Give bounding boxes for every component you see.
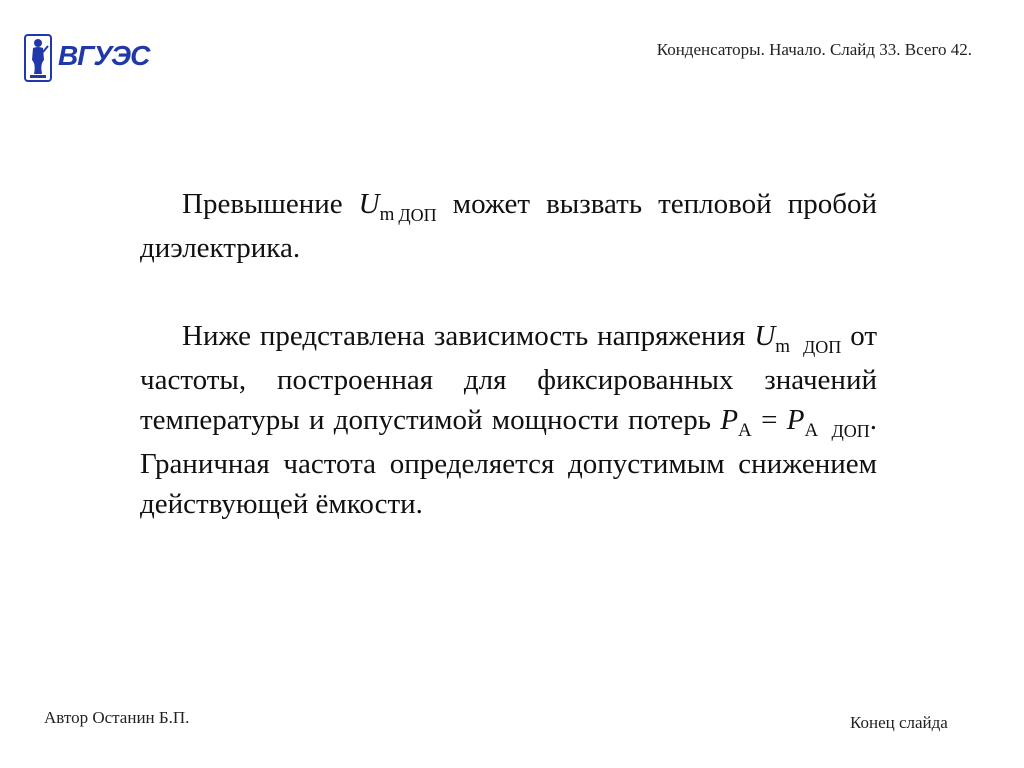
- symbol-p: P: [720, 404, 739, 436]
- end-of-slide-link[interactable]: Конец слайда: [850, 713, 948, 732]
- logo-text: ВГУЭС: [58, 40, 150, 71]
- subscript-a: А: [738, 420, 752, 441]
- text: Превышение: [182, 188, 359, 220]
- symbol-p: P: [786, 404, 805, 436]
- paragraph-thermal-breakdown: [140, 184, 877, 268]
- text: Ниже представлена зависимость напряжения: [182, 320, 755, 352]
- equals-sign: =: [751, 404, 787, 436]
- logo: [24, 34, 150, 84]
- slide-caption: Конденсаторы. Начало. Слайд 33. Всего 42.: [656, 40, 972, 59]
- subscript-dop: ДОП: [803, 337, 842, 357]
- subscript-dop: ДОП: [831, 421, 870, 441]
- text: . Граничная частота определяется допустимым снижением действующей ёмкости.: [140, 404, 878, 520]
- symbol-u: U: [358, 188, 380, 220]
- subscript-m: m: [775, 336, 791, 357]
- subscript-dop: ДОП: [398, 205, 437, 225]
- subscript-a: А: [804, 420, 819, 441]
- university-emblem-icon: [24, 34, 52, 82]
- subscript-m: m: [379, 204, 395, 225]
- symbol-u: U: [754, 320, 776, 352]
- text: может вызвать тепловой пробой диэлектрика.: [140, 188, 877, 264]
- author-label: Автор Останин Б.П.: [44, 708, 190, 727]
- text: от частоты, построенная для фиксированных значений температуры и допустимой мощности потерь: [140, 320, 877, 436]
- paragraph-frequency-dependence: [140, 316, 877, 524]
